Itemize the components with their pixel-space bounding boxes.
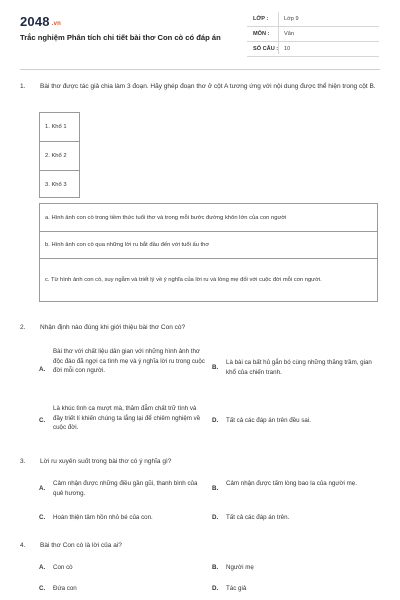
option-letter: D.	[212, 417, 219, 424]
option-a[interactable]	[39, 347, 209, 389]
option-text: Tất cả các đáp án trên đều sai.	[226, 417, 311, 424]
option-text: Người mẹ	[226, 564, 254, 571]
option-b[interactable]	[212, 563, 380, 575]
meta-value: Văn	[284, 31, 294, 37]
matching-column-a	[39, 112, 80, 198]
option-letter: D.	[212, 585, 219, 592]
option-a[interactable]	[39, 479, 209, 501]
question-3	[20, 457, 380, 469]
meta-label: LỚP :	[253, 16, 269, 22]
option-b[interactable]	[212, 479, 380, 501]
meta-label: SỐ CÂU :	[253, 46, 279, 52]
option-text: Là bài ca bất hủ gắn bó cùng những thăng trầm, gian khổ của chiến tranh.	[226, 359, 372, 376]
option-text: Cảm nhận được tấm lòng bao la của người mẹ.	[226, 480, 357, 487]
question-4	[20, 541, 380, 553]
meta-row-question-count	[247, 42, 379, 57]
option-d[interactable]	[212, 513, 380, 525]
question-text: Lời ru xuyên suốt trong bài thơ có ý nghĩa gì?	[40, 458, 172, 465]
document-title: Trắc nghiệm Phân tích chi tiết bài thơ Con cò có đáp án	[20, 33, 221, 42]
option-text: Đứa con	[53, 585, 77, 592]
site-logo[interactable]	[20, 14, 61, 29]
option-letter: A.	[39, 485, 46, 492]
logo-text: 2048	[20, 14, 50, 29]
option-letter: C.	[39, 585, 46, 592]
option-text: Bài thơ với chất liệu dân gian với những hình ảnh thơ độc đáo đã ngợi ca tình mẹ và ý nghĩa lời ru trong cuộc đời mỗi con người.	[53, 348, 205, 374]
option-d[interactable]	[212, 584, 380, 596]
meta-row-subject	[247, 27, 379, 42]
option-letter: D.	[212, 514, 219, 521]
header-divider	[20, 69, 380, 70]
question-number: 2.	[20, 324, 26, 331]
question-number: 1.	[20, 83, 26, 90]
document-meta-table	[247, 12, 379, 57]
column-b-item: c. Từ hình ảnh con cò, suy ngẫm và triết lý về ý nghĩa của lời ru và lòng mẹ đối với cuộc đời mỗi con người.	[40, 258, 377, 301]
question-text: Nhận định nào đúng khi giới thiệu bài thơ Con cò?	[40, 324, 186, 331]
option-letter: B.	[212, 485, 219, 492]
option-c[interactable]	[39, 404, 209, 436]
option-text: Cảm nhận được những điều gần gũi, thanh bình của quê hương.	[53, 480, 198, 497]
question-text: Bài thơ Con cò là lời của ai?	[40, 542, 122, 549]
logo-suffix: .vn	[51, 21, 62, 27]
question-text: Bài thơ được tác giả chia làm 3 đoạn. Hãy ghép đoạn thơ ở cột A tương ứng với nội dung được thể hiện trong cột B.	[40, 83, 376, 90]
column-a-item: 3. Khổ 3	[40, 170, 79, 198]
option-text: Tác giả	[226, 585, 247, 592]
meta-row-grade	[247, 12, 379, 27]
option-text: Con cò	[53, 564, 73, 571]
meta-value: 10	[284, 46, 291, 52]
option-c[interactable]	[39, 584, 209, 596]
meta-label: MÔN :	[253, 31, 270, 37]
option-d[interactable]	[212, 416, 380, 428]
column-b-item: b. Hình ảnh con cò qua những lời ru bắt đầu đến với tuổi ấu thơ	[40, 231, 377, 258]
column-a-item: 1. Khổ 1	[45, 124, 67, 130]
option-a[interactable]	[39, 563, 209, 575]
option-letter: C.	[39, 514, 46, 521]
option-text: Hoàn thiện tâm hồn nhỏ bé của con.	[53, 514, 153, 521]
option-letter: A.	[39, 366, 46, 373]
option-text: Là khúc tình ca mượt mà, thăm đẫm chất trữ tình và đầy triết lí khiến chúng ta lắng lại để chiêm nghiệm về cuộc đời.	[53, 405, 201, 431]
option-letter: A.	[39, 564, 46, 571]
question-1	[20, 82, 380, 106]
option-c[interactable]	[39, 513, 209, 525]
option-text: Tất cả các đáp án trên.	[226, 514, 290, 521]
column-a-item: 2. Khổ 2	[40, 141, 79, 170]
option-letter: B.	[212, 564, 219, 571]
meta-value: Lớp 9	[284, 16, 299, 22]
column-b-item: a. Hình ảnh con cò trong tiềm thức tuổi thơ và trong mỗi bước đường khôn lớn của con người	[45, 214, 287, 221]
option-letter: B.	[212, 364, 219, 371]
question-number: 3.	[20, 458, 26, 465]
document-header	[0, 0, 400, 64]
question-number: 4.	[20, 542, 26, 549]
option-b[interactable]	[212, 358, 380, 380]
question-2	[20, 323, 380, 335]
matching-column-b	[39, 203, 378, 302]
option-letter: C.	[39, 417, 46, 424]
